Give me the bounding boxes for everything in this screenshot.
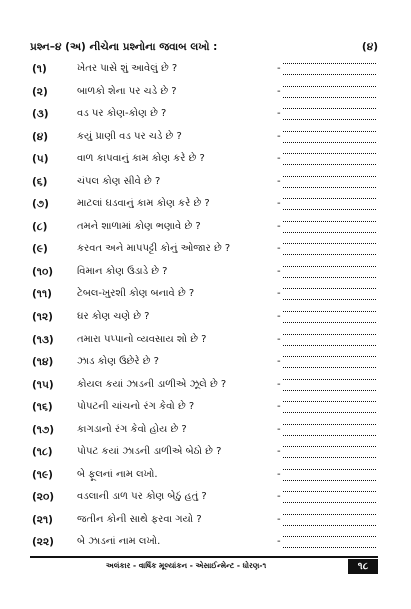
question-row — [0, 375, 411, 398]
answer-line — [283, 74, 376, 75]
answer-line — [283, 367, 376, 368]
answer-line — [283, 424, 376, 425]
question-text: પોપટની ચાંચનો રંગ કેવો છે ? — [77, 401, 195, 413]
answer-line — [283, 221, 376, 222]
answer-dash: - — [277, 288, 281, 300]
answer-line — [283, 63, 376, 64]
question-number: (૯) — [32, 243, 48, 256]
answer-line — [283, 108, 376, 109]
question-row — [0, 59, 411, 82]
answer-dash: - — [277, 401, 281, 413]
question-number: (૪) — [32, 130, 49, 143]
question-number: (૨૧) — [32, 513, 53, 526]
question-text: કોયલ કયાં ઝાડની ડાળીએ ઝૂલે છે ? — [77, 378, 227, 390]
answer-dash: - — [277, 85, 281, 97]
question-row — [0, 510, 411, 533]
answer-line — [283, 198, 376, 199]
answer-line — [283, 356, 376, 357]
question-number: (૧૨) — [32, 311, 53, 324]
answer-line — [283, 457, 376, 458]
footer-divider — [30, 556, 378, 558]
question-number: (૧૪) — [32, 356, 54, 369]
question-text: કાગડાનો રંગ કેવો હોય છે ? — [77, 423, 187, 435]
answer-dash: - — [277, 220, 281, 232]
question-list — [0, 59, 411, 555]
question-text: જતીન કોની સાથે ફરવા ગયો ? — [77, 513, 202, 525]
answer-line — [283, 164, 376, 165]
question-row — [0, 127, 411, 150]
answer-line — [283, 536, 376, 537]
section-title: પ્રશ્ન–૪ (અ) નીચેના પ્રશ્નોના જવાબ લખો : — [30, 40, 218, 53]
answer-line — [283, 547, 376, 548]
answer-line — [283, 480, 376, 481]
question-number: (૧૮) — [32, 446, 53, 459]
answer-line — [283, 401, 376, 402]
answer-line — [283, 153, 376, 154]
question-number: (૭) — [32, 198, 49, 211]
question-number: (૨૨) — [32, 536, 54, 549]
answer-line — [283, 254, 376, 255]
question-row — [0, 330, 411, 353]
answer-line — [283, 86, 376, 87]
answer-line — [283, 131, 376, 132]
answer-dash: - — [277, 265, 281, 277]
answer-line — [283, 311, 376, 312]
answer-dash: - — [277, 63, 281, 74]
question-number: (૧૦) — [32, 265, 54, 278]
answer-line — [283, 299, 376, 300]
answer-dash: - — [277, 108, 281, 120]
answer-dash: - — [277, 423, 281, 435]
question-text: બે ઝાડનાં નામ લખો. — [77, 536, 161, 548]
question-row — [0, 262, 411, 285]
question-row — [0, 104, 411, 127]
question-number: (૫) — [32, 153, 49, 166]
question-row — [0, 149, 411, 172]
question-number: (૧૫) — [32, 378, 54, 391]
answer-dash: - — [277, 446, 281, 458]
question-row — [0, 217, 411, 240]
question-number: (૧૧) — [32, 288, 52, 301]
answer-line — [283, 142, 376, 143]
answer-line — [283, 187, 376, 188]
answer-dash: - — [277, 491, 281, 503]
answer-line — [283, 322, 376, 323]
answer-dash: - — [277, 356, 281, 368]
question-number: (૧૩) — [32, 333, 54, 346]
question-text: કરવત અને માપપટ્ટી કોનું ઓજાર છે ? — [77, 243, 231, 255]
question-text: તમારા પપ્પાનો વ્યવસાય શો છે ? — [77, 333, 207, 345]
question-number: (૨૦) — [32, 491, 55, 504]
question-row — [0, 397, 411, 420]
question-text: વાળ કાપવાનું કામ કોણ કરે છે ? — [77, 153, 205, 165]
question-row — [0, 352, 411, 375]
answer-dash: - — [277, 333, 281, 345]
answer-line — [283, 97, 376, 98]
question-text: બે ફૂલનાં નામ લખો. — [77, 468, 158, 480]
question-text: માટલાં ઘડવાનું કામ કોણ કરે છે ? — [77, 198, 210, 210]
page-number: ૧૮ — [348, 559, 378, 574]
answer-dash: - — [277, 198, 281, 210]
question-row — [0, 307, 411, 330]
answer-line — [283, 243, 376, 244]
question-text: ખેતર પાસે શું આવેલું છે ? — [77, 63, 178, 74]
answer-dash: - — [277, 311, 281, 323]
answer-line — [283, 379, 376, 380]
answer-line — [283, 119, 376, 120]
footer-text: અલંકાર - વાર્ષિક મૂલ્યાંકન - એસાઈન્મેન્ટ - ધોરણ-૧ — [105, 561, 267, 570]
question-number: (૧૬) — [32, 401, 53, 414]
question-text: બાળકો શેના પર ચડે છે ? — [77, 85, 177, 97]
answer-line — [283, 277, 376, 278]
question-text: કયું પ્રાણી વડ પર ચડે છે ? — [77, 130, 182, 142]
answer-line — [283, 412, 376, 413]
question-text: વડ પર કોણ-કોણ છે ? — [77, 108, 167, 120]
answer-line — [283, 469, 376, 470]
question-text: તમને શાળામાં કોણ ભણાવે છે ? — [77, 220, 201, 232]
question-row — [0, 239, 411, 262]
question-row — [0, 442, 411, 465]
answer-dash: - — [277, 468, 281, 480]
question-number: (૮) — [32, 220, 48, 233]
answer-line — [283, 491, 376, 492]
question-number: (૧૭) — [32, 423, 55, 436]
answer-dash: - — [277, 243, 281, 255]
question-row — [0, 284, 411, 307]
question-text: પોપટ કયાં ઝાડની ડાળીએ બેઠો છે ? — [77, 446, 222, 458]
answer-dash: - — [277, 153, 281, 165]
question-text: ચંપલ કોણ સીવે છે ? — [77, 175, 161, 187]
question-number: (૩) — [32, 108, 49, 121]
answer-dash: - — [277, 378, 281, 390]
answer-line — [283, 446, 376, 447]
answer-dash: - — [277, 536, 281, 548]
question-row — [0, 420, 411, 443]
answer-dash: - — [277, 175, 281, 187]
question-text: ઘર કોણ ચણે છે ? — [77, 311, 150, 323]
answer-line — [283, 345, 376, 346]
question-row — [0, 194, 411, 217]
question-number: (૬) — [32, 175, 48, 188]
answer-line — [283, 176, 376, 177]
answer-line — [283, 435, 376, 436]
section-header — [30, 39, 378, 55]
answer-line — [283, 334, 376, 335]
question-text: વડલાની ડાળ પર કોણ બેઠું હતું ? — [77, 491, 207, 503]
answer-line — [283, 266, 376, 267]
answer-line — [283, 525, 376, 526]
question-number: (૧) — [32, 63, 47, 75]
question-row — [0, 82, 411, 105]
answer-line — [283, 209, 376, 210]
question-row — [0, 465, 411, 488]
question-number: (૨) — [32, 85, 48, 98]
answer-line — [283, 390, 376, 391]
page-footer — [30, 559, 378, 575]
answer-line — [283, 514, 376, 515]
answer-dash: - — [277, 130, 281, 142]
question-text: ઝાડ કોણ ઉછેરે છે ? — [77, 356, 159, 368]
answer-line — [283, 502, 376, 503]
question-number: (૧૯) — [32, 468, 53, 481]
question-row — [0, 532, 411, 555]
question-row — [0, 487, 411, 510]
answer-line — [283, 288, 376, 289]
question-text: વિમાન કોણ ઉડાડે છે ? — [77, 265, 168, 277]
section-marks: (૪) — [361, 40, 378, 53]
answer-dash: - — [277, 513, 281, 525]
question-text: ટેબલ-ખુરશી કોણ બનાવે છે ? — [77, 288, 195, 300]
answer-line — [283, 232, 376, 233]
question-row — [0, 172, 411, 195]
